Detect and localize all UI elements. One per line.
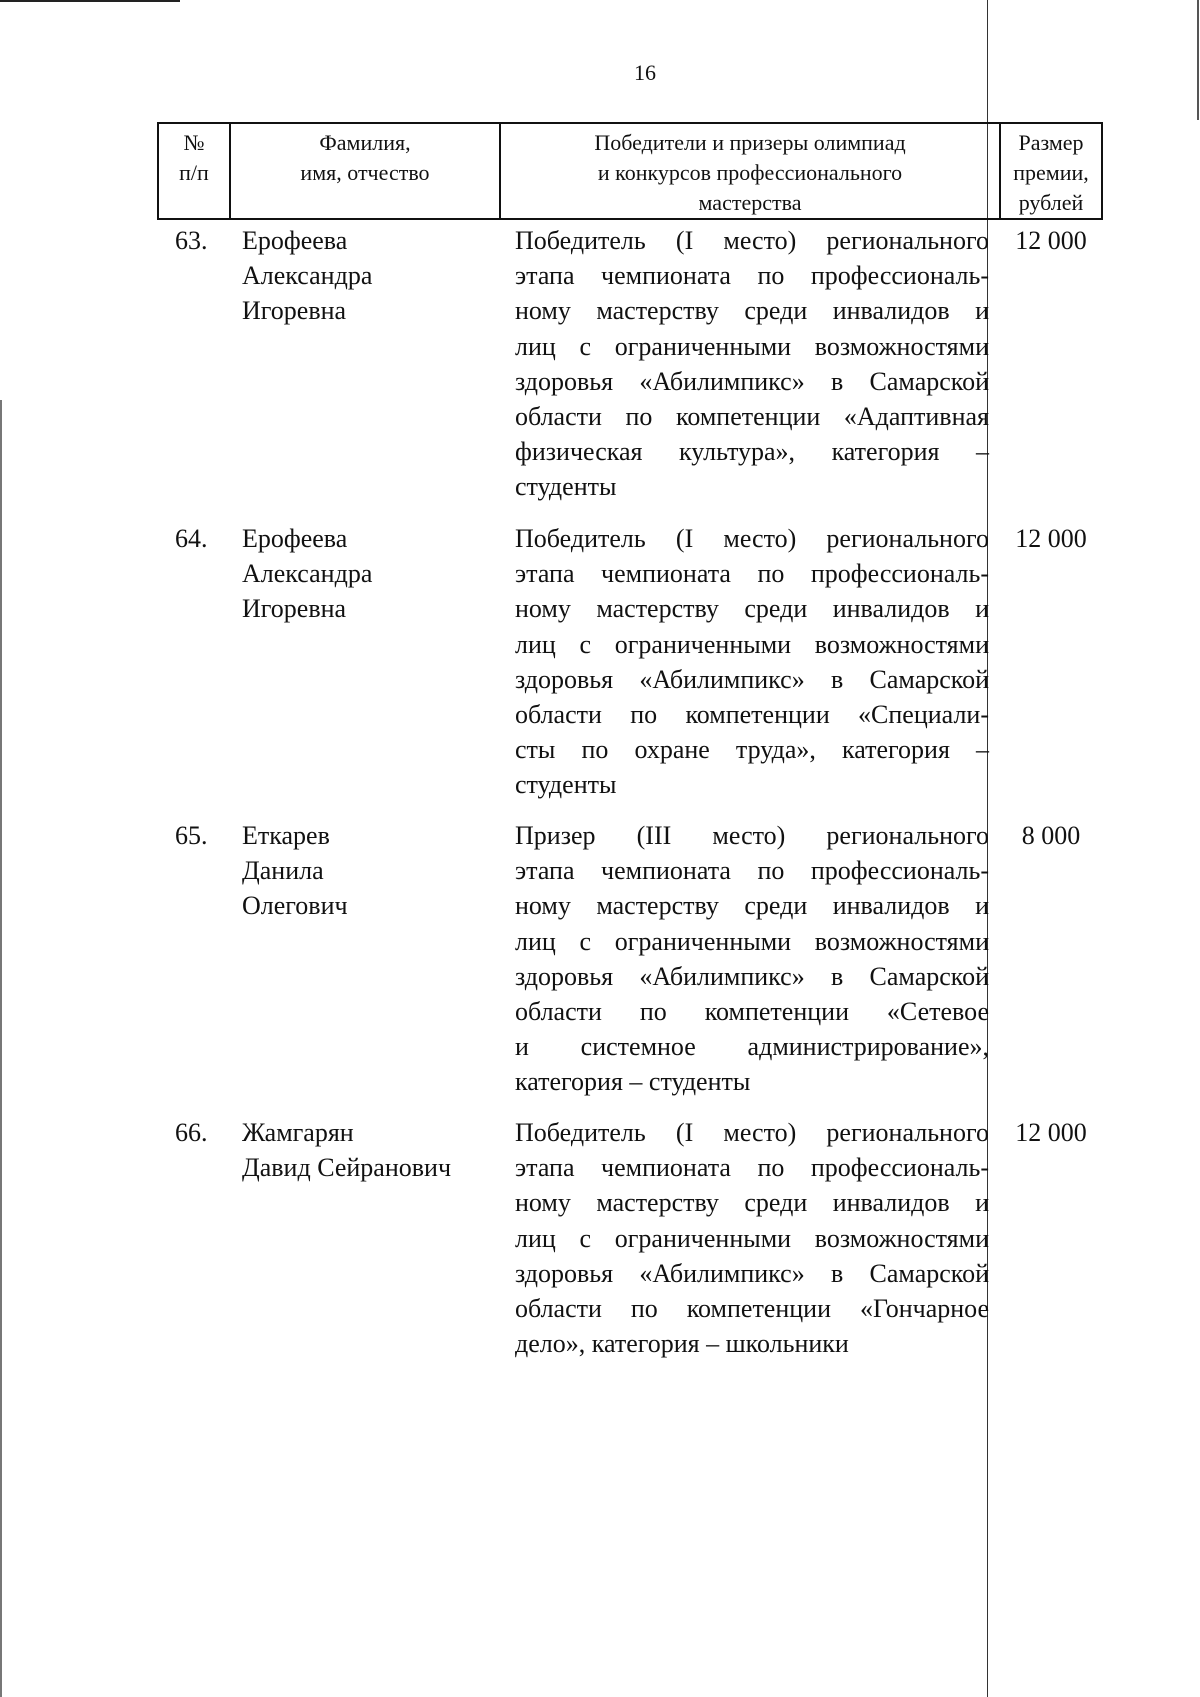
desc-line: области по компетенции «Специали- [515,700,989,730]
desc-line: ному мастерству среди инвалидов и [515,1188,989,1218]
scan-artifact-top [0,0,180,2]
desc-line: здоровья «Абилимпикс» в Самарской [515,366,989,396]
header-name-line: Фамилия, [319,130,411,155]
page-number: 16 [634,60,656,85]
row-full-name [242,521,512,627]
desc-line: этапа чемпионата по профессиональ- [515,856,989,886]
desc-line: ному мастерству среди инвалидов и [515,891,989,921]
desc-line: дело», категория – школьники [515,1329,849,1359]
header-name-line: имя, отчество [300,160,430,185]
row-number: 64. [175,524,208,553]
desc-line: и системное администрирование», [515,1032,989,1062]
desc-line: лиц с ограниченными возможностями [515,629,989,659]
desc-line: сты по охране труда», категория – [515,735,989,765]
row-number: 63. [175,226,208,255]
desc-line: Победитель (I место) регионального [515,524,989,553]
name-line: Давид Сейранович [242,1153,452,1183]
desc-line: этапа чемпионата по профессиональ- [515,559,989,589]
scan-artifact-left-edge [0,400,2,1697]
desc-line: этапа чемпионата по профессиональ- [515,261,989,291]
row-achievement [515,223,989,505]
desc-line: здоровья «Абилимпикс» в Самарской [515,1258,989,1288]
row-amount: 12 000 [1015,524,1087,553]
scan-artifact-edge [1197,0,1199,120]
desc-line: студенты [515,770,617,800]
row-full-name [242,818,512,924]
row-full-name [242,1115,512,1185]
desc-line: области по компетенции «Сетевое [515,997,989,1027]
desc-line: категория – студенты [515,1067,751,1097]
row-amount: 8 000 [1021,821,1081,850]
header-amount-cell [1001,124,1101,218]
name-line: Игоревна [242,594,347,624]
header-achievement-line: мастерства [698,190,802,215]
name-line: Данила [242,856,324,886]
row-number: 66. [175,1118,208,1147]
table-header [157,122,1103,220]
header-amount-line: премии, [1013,160,1089,185]
desc-line: лиц с ограниченными возможностями [515,926,989,956]
header-num-cell [159,124,231,218]
desc-line: физическая культура», категория – [515,437,989,467]
name-line: Александра [242,559,373,589]
name-line: Ерофеева [242,226,348,255]
name-line: Александра [242,261,373,291]
name-line: Игоревна [242,296,347,326]
name-line: Ерофеева [242,524,348,553]
desc-line: здоровья «Абилимпикс» в Самарской [515,664,989,694]
desc-line: области по компетенции «Гончарное [515,1294,989,1324]
header-num-line: п/п [179,160,209,185]
header-achievement-cell [501,124,1001,218]
header-amount-line: рублей [1018,190,1084,215]
desc-line: лиц с ограниченными возможностями [515,1223,989,1253]
desc-line: лиц с ограниченными возможностями [515,331,989,361]
row-number: 65. [175,821,208,850]
desc-line: здоровья «Абилимпикс» в Самарской [515,961,989,991]
header-amount-line: Размер [1018,130,1084,155]
name-line: Еткарев [242,821,330,850]
row-full-name [242,223,512,329]
desc-line: студенты [515,472,617,502]
name-line: Жамгарян [242,1118,354,1147]
desc-line: этапа чемпионата по профессиональ- [515,1153,989,1183]
row-achievement [515,521,989,803]
row-amount: 12 000 [1015,1118,1087,1147]
desc-line: Призер (III место) регионального [515,821,989,850]
desc-line: области по компетенции «Адаптивная [515,402,989,432]
desc-line: Победитель (I место) регионального [515,226,989,255]
header-achievement-line: Победители и призеры олимпиад [594,130,906,155]
desc-line: ному мастерству среди инвалидов и [515,594,989,624]
row-amount: 12 000 [1015,226,1087,255]
header-name-cell [231,124,501,218]
row-achievement [515,818,989,1100]
row-achievement [515,1115,989,1361]
desc-line: ному мастерству среди инвалидов и [515,296,989,326]
header-num-line: № [183,130,205,155]
name-line: Олегович [242,891,348,921]
desc-line: Победитель (I место) регионального [515,1118,989,1147]
header-achievement-line: и конкурсов профессионального [597,160,903,185]
